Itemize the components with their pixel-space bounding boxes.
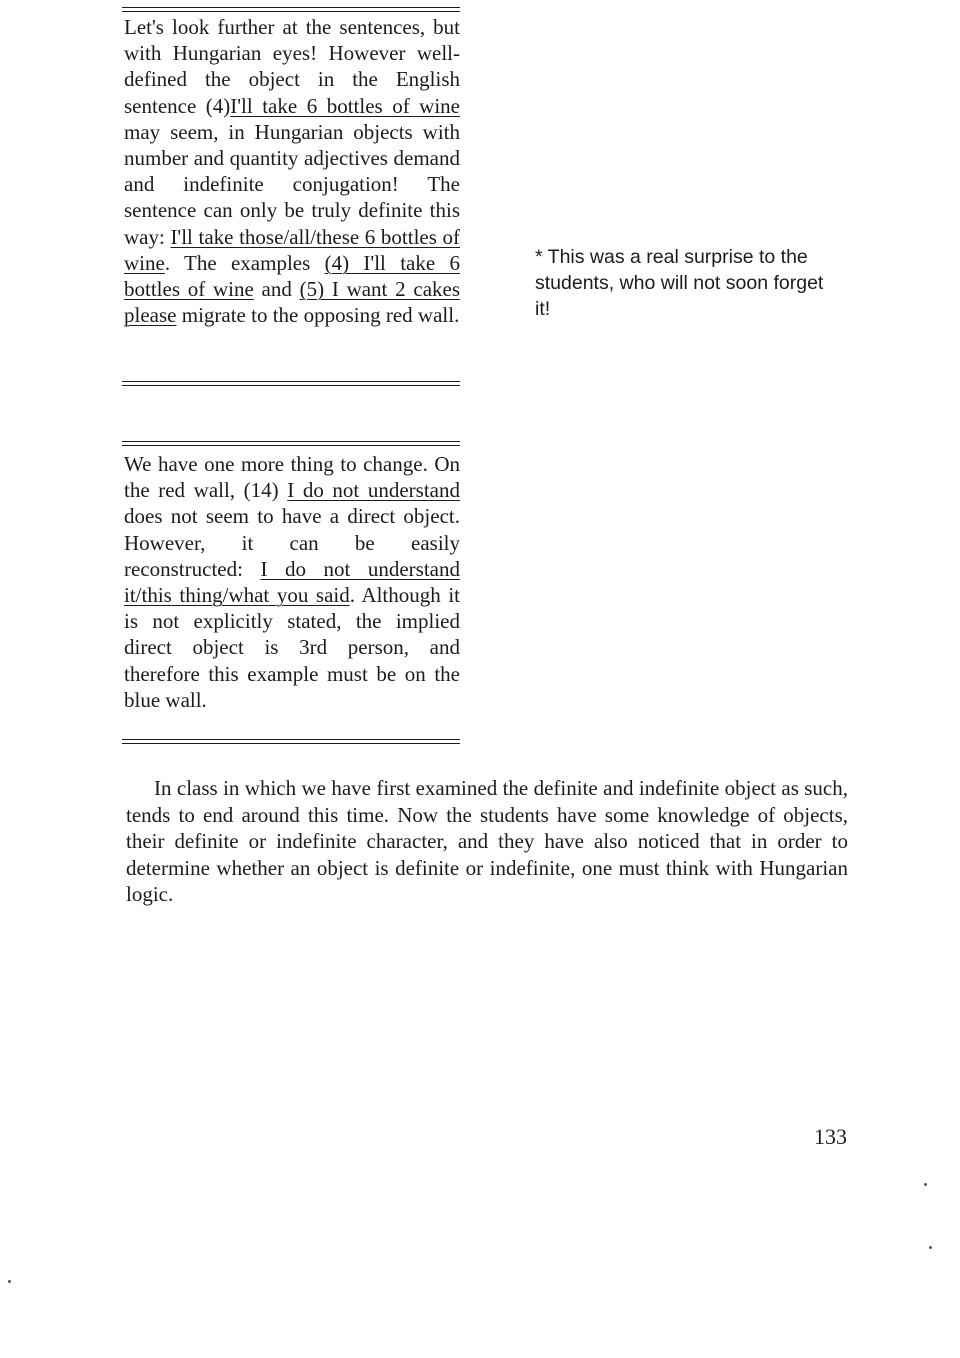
box1-top-rule xyxy=(122,7,460,12)
box2-top-rule xyxy=(122,441,460,446)
box2-text-part: . Although it is not explicitly stated, the implied direct object is 3rd person, and therefore this example must be on the blue wall. xyxy=(124,583,460,712)
box1-text-part: Let's look further at the sentences, but with Hungarian eyes! However well-defined the object in the English sentence (4) xyxy=(124,15,460,118)
box2-underlined-example: I do not understand xyxy=(287,478,460,503)
box2-text xyxy=(124,451,460,713)
box1-underlined-example: (5) I want 2 cakes please xyxy=(124,277,461,328)
scan-speck xyxy=(929,1246,932,1249)
box2-text-part: We have one more thing to change. On the red wall, (14) xyxy=(124,452,460,503)
box2-bottom-rule xyxy=(122,739,460,744)
box1-underlined-example: I'll take those/all/these 6 bottles of wine xyxy=(124,224,461,275)
body-paragraph: In class in which we have first examined the definite and indefinite object as such, tends to end around this time. Now the students have some knowledge of objects, their definite or indefinite character, and they have also noticed that in order to determine whether an object is definite or indefinite, one must think with Hungarian logic. xyxy=(126,776,848,907)
box2-underlined-example: I do not understand it/this thing/what you said xyxy=(124,556,460,608)
box1-underlined-example: (4) I'll take 6 bottles of wine xyxy=(124,250,460,302)
box1-bottom-rule xyxy=(122,381,460,386)
box1-text-part: and xyxy=(253,277,300,302)
scan-speck xyxy=(924,1183,927,1186)
box1-text-part: may seem, in Hungarian objects with number and quantity adjectives demand and indefinite conjugation! The sentence can only be truly definite this way: xyxy=(124,119,460,249)
box1-underlined-example: I'll take 6 bottles of wine xyxy=(230,93,461,118)
box1-text-part: . The examples xyxy=(164,250,325,275)
box1-text-part: migrate to the opposing red wall. xyxy=(176,303,460,328)
page-number: 133 xyxy=(814,1124,847,1149)
scan-speck xyxy=(8,1280,11,1283)
box1-text xyxy=(124,14,460,328)
box2-text-part: does not seem to have a direct object. However, it can be easily reconstructed: xyxy=(124,504,460,581)
side-note: * This was a real surprise to the students, who will not soon forget it! xyxy=(535,246,824,320)
